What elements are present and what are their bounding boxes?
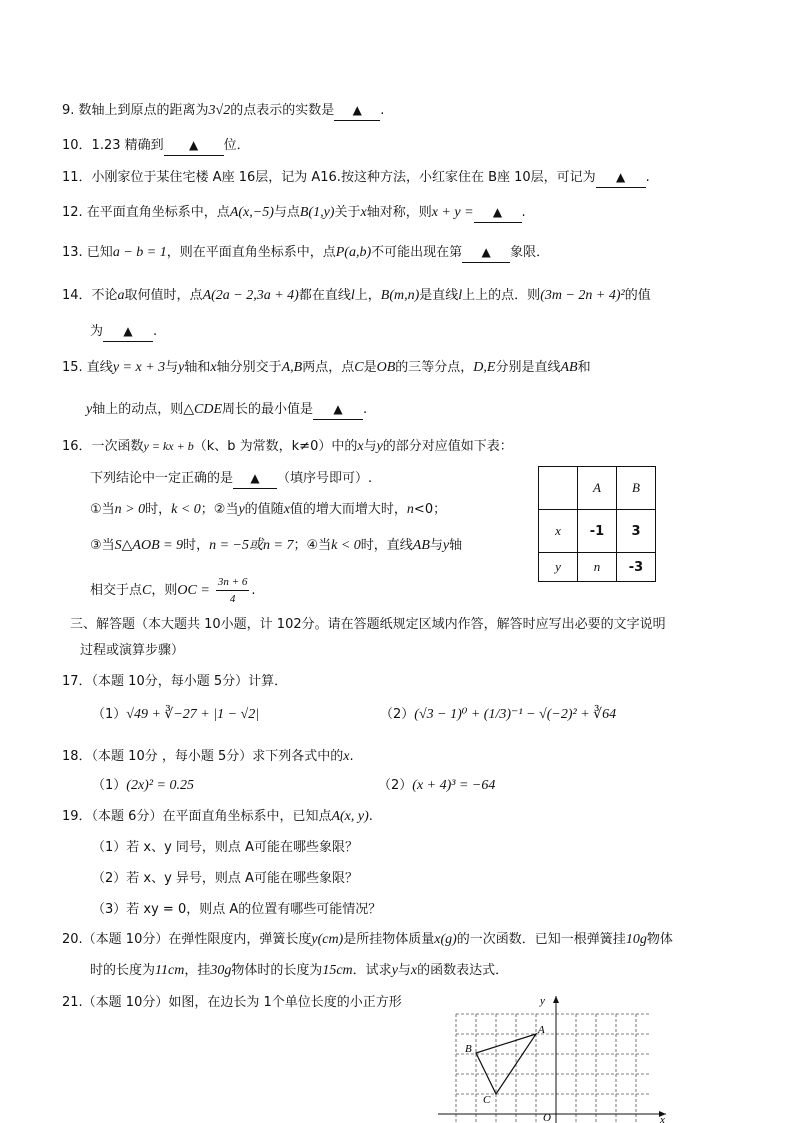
question-20: 20.（本题 10分）在弹性限度内，弹簧长度y(cm)是所挂物体质量x(g)的一次函数．已知一根弹簧挂10g物体 — [62, 932, 673, 947]
section-3-heading: 三、解答题（本大题共 10小题，计 102分。请在答题纸规定区域内作答，解答时应写出必要的文字说明 — [70, 617, 666, 632]
q21-coordinate-grid-figure — [432, 990, 678, 1123]
question-14-line-2: 为 ▲ . — [90, 322, 157, 342]
question-16-line-5: 相交于点C，则OC = $\frac{3n + 6}{4}$ . — [90, 576, 256, 605]
origin-label: O — [543, 1112, 551, 1123]
q18-part-1: （1）(2x)² = 0.25 — [92, 778, 194, 793]
q10-answer-blank: ▲ — [164, 136, 224, 156]
table-row — [539, 510, 656, 553]
q12-expr: x + y = — [431, 205, 474, 220]
table-cell: -3 — [617, 553, 656, 582]
table-cell — [539, 467, 578, 510]
table-cell: 3 — [617, 510, 656, 553]
q9-expr: 3√2 — [208, 103, 231, 118]
grid-lines — [456, 1014, 650, 1123]
q18-part-2: （2）(x + 4)³ = −64 — [378, 778, 496, 793]
y-axis-arrow-icon — [553, 996, 559, 1003]
q16-fraction: $\frac{3n + 6}{4}$ — [217, 576, 248, 605]
q11-answer-blank: ▲ — [596, 168, 646, 188]
q19-part-2: （2）若 x、y 异号，则点 A可能在哪些象限？ — [92, 871, 358, 886]
q17-part-1: （1）√49 + ∛−27 + |1 − √2| — [92, 707, 260, 722]
q16-value-table — [538, 466, 656, 582]
question-20-line-2: 时的长度为11cm，挂30g物体时的长度为15cm．试求y与x的函数表达式． — [90, 963, 509, 978]
q12-point-a: A(x,−5) — [229, 205, 274, 220]
question-19: 19．（本题 6分）在平面直角坐标系中，已知点A(x, y). — [62, 809, 373, 824]
q14-point-a: A(2a − 2,3a + 4) — [202, 288, 299, 303]
question-18: 18．（本题 10分 ，每小题 5分）求下列各式中的x. — [62, 749, 354, 764]
q15-triangle: △CDE — [183, 402, 223, 417]
q16-function: y = kx + b — [143, 439, 194, 453]
question-16-line-3: ①当n > 0时，k < 0；②当y的值随x值的增大而增大时，n<0； — [90, 502, 447, 517]
q10-text-b: 位． — [223, 138, 250, 153]
table-header-row — [539, 467, 656, 510]
question-16: 16．一次函数y = kx + b（k、b 为常数，k≠0）中的x与y的部分对应值如下表： — [62, 439, 513, 454]
question-14: 14．不论a取何值时，点A(2a − 2,3a + 4)都在直线l上，B(m,n)是直线l上上的点．则(3m − 2n + 4)²的值 — [62, 288, 651, 303]
q13-condition: a − b = 1 — [112, 245, 167, 260]
question-10 — [62, 136, 250, 156]
table-cell: B — [617, 467, 656, 510]
q14-expr: (3m − 2n + 4)² — [540, 288, 625, 303]
q15-equation: y = x + 3 — [112, 360, 166, 375]
q11-text-a: 11．小刚家位于某住宅楼 A座 16层，记为 A16.按这种方法，小红家住在 B座 10层，可记为 — [62, 170, 596, 185]
x-axis-label: x — [660, 1114, 665, 1123]
question-17: 17．（本题 10分，每小题 5分）计算． — [62, 674, 288, 689]
question-15: 15. 直线y = x + 3与y轴和x轴分别交于A,B两点，点C是OB的三等分点，D,E分别是直线AB和 — [62, 360, 591, 375]
table-cell: x — [539, 510, 578, 553]
question-9: 9. 数轴上到原点的距离为3√2的点表示的实数是 ▲ . — [62, 101, 384, 121]
q17-part-2: （2）(√3 − 1)⁰ + (1/3)⁻¹ − √(−2)² + ∛64 — [380, 707, 617, 722]
table-cell: n — [578, 553, 617, 582]
table-cell: -1 — [578, 510, 617, 553]
q19-part-3: （3）若 xy = 0，则点 A的位置有哪些可能情况？ — [92, 902, 382, 917]
q14-point-b: B(m,n) — [380, 288, 420, 303]
question-11: 11．小刚家位于某住宅楼 A座 16层，记为 A16.按这种方法，小红家住在 B座 10层，可记为 ▲ . — [62, 168, 650, 188]
q13-answer-blank: ▲ — [462, 243, 510, 263]
question-13: 13. 已知a − b = 1，则在平面直角坐标系中，点P(a,b)不可能出现在第 ▲ 象限． — [62, 243, 549, 263]
point-b-label: B — [465, 1043, 472, 1055]
q9-text-b: 的点表示的实数是 — [230, 103, 335, 118]
q12-point-b: B(1,y) — [299, 205, 335, 220]
question-21: 21.（本题 10分）如图，在边长为 1个单位长度的小正方形 — [62, 995, 402, 1010]
q10-text-a: 10．1.23 精确到 — [62, 138, 164, 153]
question-12: 12. 在平面直角坐标系中，点A(x,−5)与点B(1,y)关于x轴对称，则x + y = ▲ . — [62, 203, 526, 223]
question-15-line-2: y轴上的动点，则△CDE周长的最小值是 ▲ . — [86, 400, 367, 420]
q12-answer-blank: ▲ — [474, 203, 522, 223]
y-axis-label: y — [540, 995, 545, 1007]
q13-point: P(a,b) — [335, 245, 372, 260]
table-row — [539, 553, 656, 582]
q15-answer-blank: ▲ — [313, 400, 363, 420]
triangle-abc — [476, 1034, 536, 1094]
point-c-label: C — [483, 1094, 491, 1106]
section-3-heading-line-2: 过程或演算步骤） — [80, 643, 185, 658]
point-a-label: A — [538, 1024, 545, 1036]
q14-answer-blank: ▲ — [103, 322, 153, 342]
q19-part-1: （1）若 x、y 同号，则点 A可能在哪些象限？ — [92, 840, 358, 855]
question-16-line-2: 下列结论中一定正确的是 ▲ （填序号即可）. — [90, 469, 372, 489]
q16-answer-blank: ▲ — [233, 469, 277, 489]
question-16-line-4: ③当S△AOB = 9时，n = −5或n = 7；④当k < 0时，直线AB与y轴 — [90, 538, 463, 553]
q9-text-a: 9. 数轴上到原点的距离为 — [62, 103, 209, 118]
table-cell: y — [539, 553, 578, 582]
q9-answer-blank: ▲ — [334, 101, 380, 121]
table-cell: A — [578, 467, 617, 510]
